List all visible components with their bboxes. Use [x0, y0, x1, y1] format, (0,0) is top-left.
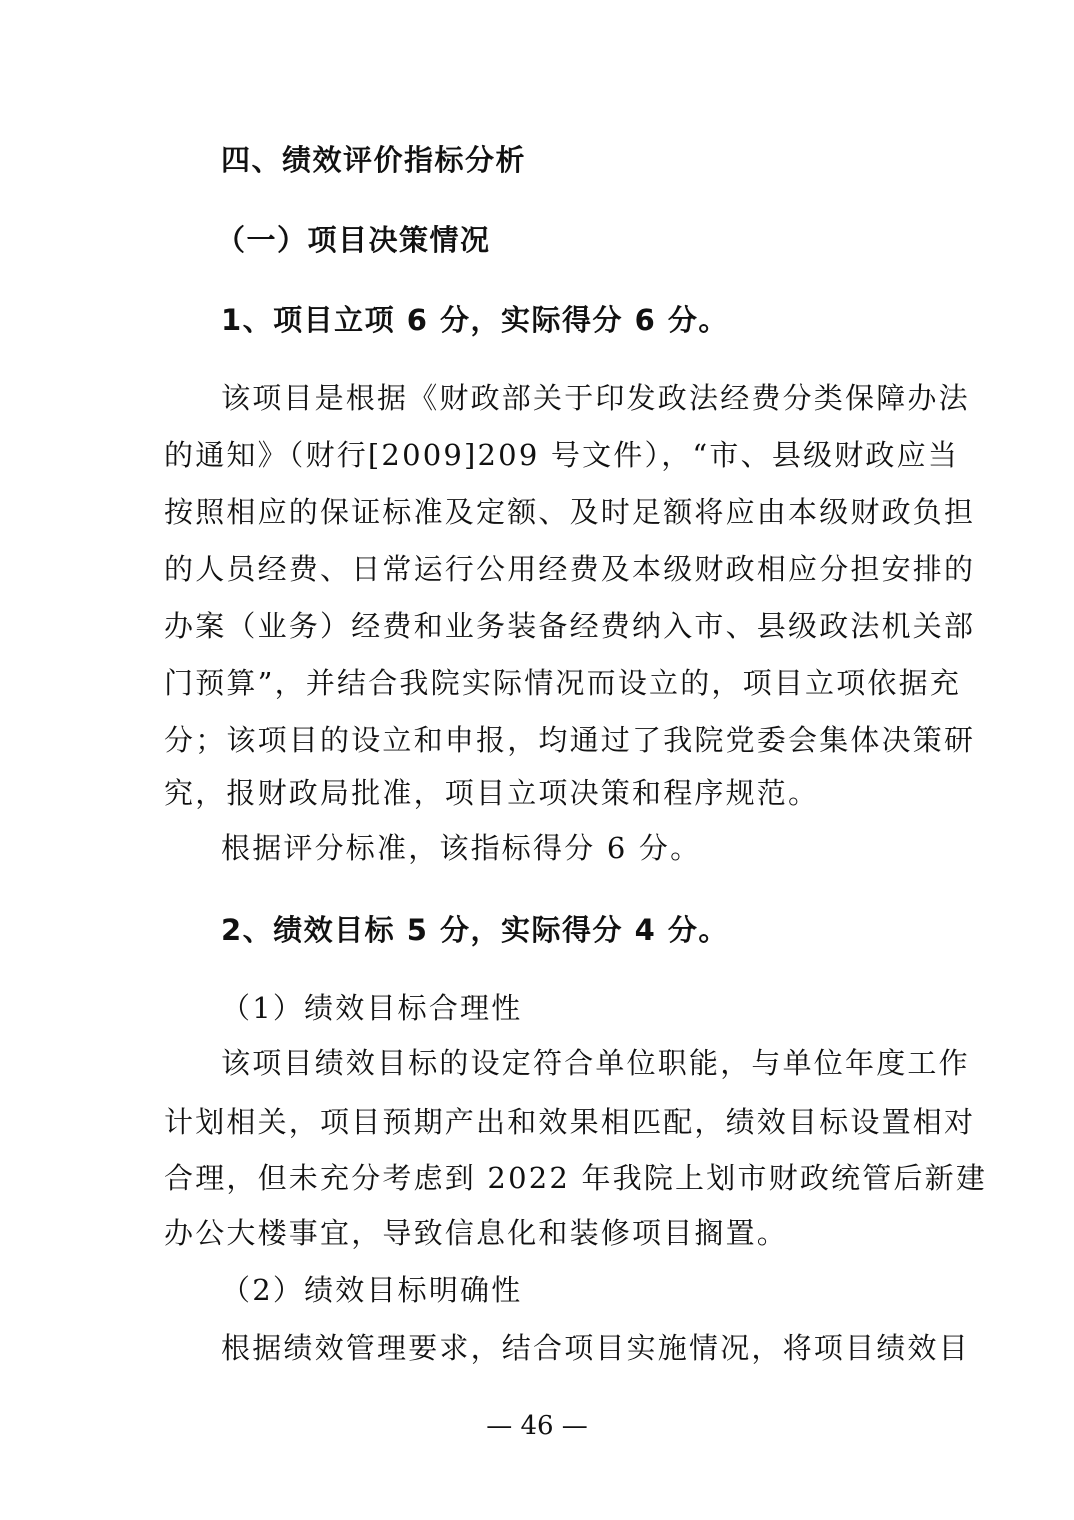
- subitem-1-title: （1）绩效目标合理性: [221, 991, 523, 1025]
- paragraph-1-line: 办案（业务）经费和业务装备经费纳入市、县级政法机关部: [164, 609, 976, 643]
- subitem-2-title: （2）绩效目标明确性: [221, 1273, 523, 1307]
- subsection-heading: （一）项目决策情况: [216, 223, 491, 257]
- item-2-title: 2、绩效目标 5 分，实际得分 4 分。: [221, 913, 729, 947]
- paragraph-2-line: 计划相关，项目预期产出和效果相匹配，绩效目标设置相对: [164, 1105, 976, 1139]
- paragraph-2-line: 办公大楼事宜，导致信息化和装修项目搁置。: [164, 1216, 789, 1250]
- paragraph-1-score: 根据评分标准，该指标得分 6 分。: [221, 831, 702, 865]
- paragraph-2-line: 合理，但未充分考虑到 2022 年我院上划市财政统管后新建: [164, 1161, 988, 1195]
- paragraph-1-line: 按照相应的保证标准及定额、及时足额将应由本级财政负担: [164, 495, 976, 529]
- paragraph-3-line: 根据绩效管理要求，结合项目实施情况，将项目绩效目: [221, 1331, 970, 1365]
- paragraph-1-line: 的通知》（财行[2009]209 号文件），“市、县级财政应当: [164, 438, 960, 472]
- paragraph-1-line: 门预算”，并结合我院实际情况而设立的，项目立项依据充: [164, 666, 962, 700]
- item-1-title: 1、项目立项 6 分，实际得分 6 分。: [221, 303, 729, 337]
- section-heading: 四、绩效评价指标分析: [221, 143, 527, 177]
- paragraph-1-line: 的人员经费、日常运行公用经费及本级财政相应分担安排的: [164, 552, 976, 586]
- paragraph-1-line: 究，报财政局批准，项目立项决策和程序规范。: [164, 776, 820, 810]
- paragraph-1-line: 分；该项目的设立和申报，均通过了我院党委会集体决策研: [164, 723, 976, 757]
- page-number: — 46 —: [486, 1411, 588, 1441]
- paragraph-1-line: 该项目是根据《财政部关于印发政法经费分类保障办法: [221, 381, 970, 415]
- paragraph-2-line: 该项目绩效目标的设定符合单位职能，与单位年度工作: [221, 1046, 970, 1080]
